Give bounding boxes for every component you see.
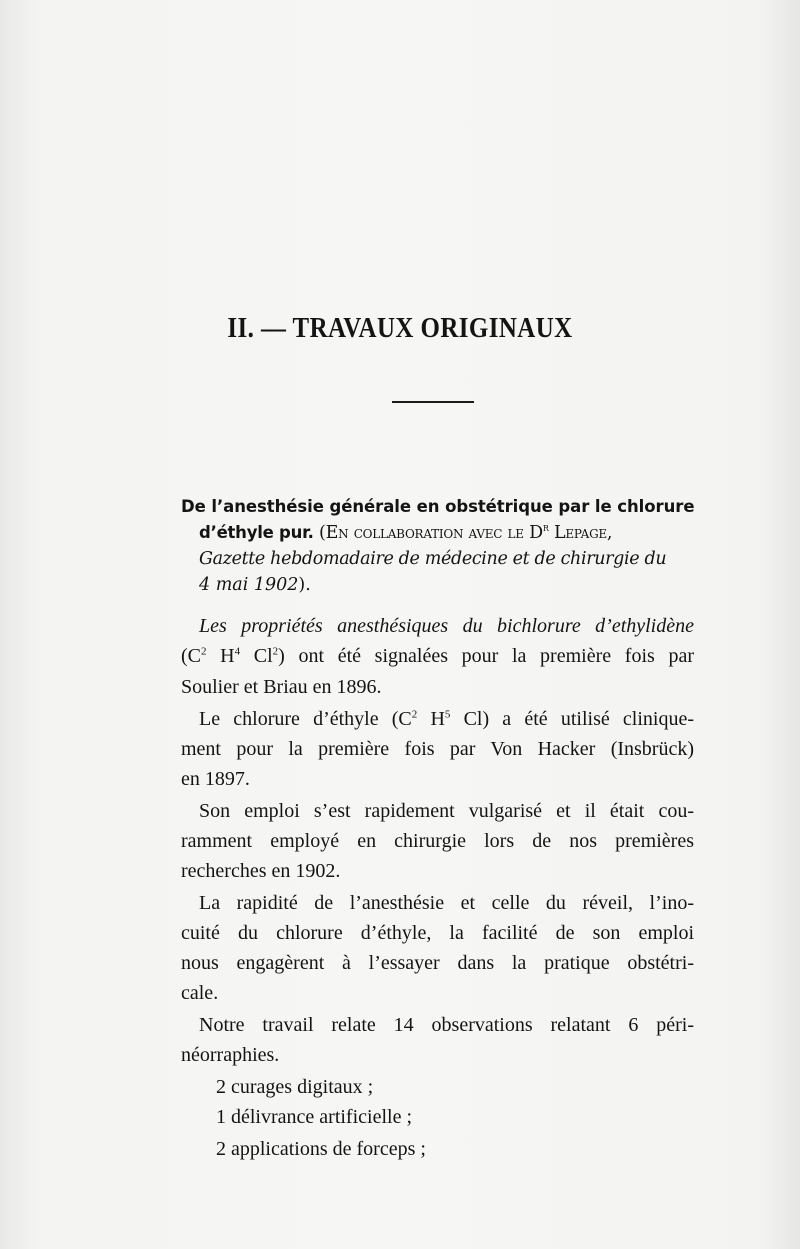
p1-text-a: (C bbox=[181, 645, 201, 667]
p1-text-c: Cl bbox=[240, 645, 273, 667]
p2-text-c: Cl) a été utilisé clinique- bbox=[450, 708, 694, 730]
p2-line-2: ment pour la première fois par Von Hacker (Insbrück) bbox=[181, 738, 694, 760]
doctor-sup: r bbox=[542, 521, 549, 535]
p2-sup-1: 2 bbox=[411, 708, 418, 721]
journal-date: 4 mai 1902 bbox=[199, 575, 299, 595]
journal-date-line bbox=[181, 572, 694, 598]
p3-line-2: ramment employé en chirurgie lors de nos premières bbox=[181, 830, 694, 852]
p2-line-3: en 1897. bbox=[181, 768, 250, 790]
p4-line-4: cale. bbox=[181, 982, 219, 1004]
journal-name: Gazette hebdomadaire de médecine et de chirurgie du bbox=[199, 549, 667, 569]
publication-title-line-1 bbox=[181, 494, 694, 520]
publication-entry bbox=[181, 494, 694, 598]
list-item: 2 applications de forceps ; bbox=[216, 1138, 426, 1160]
p5-line-1: Notre travail relate 14 observations relatant 6 péri- bbox=[199, 1014, 694, 1036]
p1-sup-1: 2 bbox=[201, 645, 207, 658]
p1-line-2 bbox=[181, 641, 694, 672]
p2-text-b: H bbox=[417, 708, 445, 730]
p1-line-1: Les propriétés anesthésiques du bichlorure d’ethylidène bbox=[199, 615, 694, 637]
p4-line-3: nous engagèrent à l’essayer dans la pratique obstétri- bbox=[181, 952, 694, 974]
p2-sup-2: 5 bbox=[444, 708, 451, 721]
p4-line-2: cuité du chlorure d’éthyle, la facilité de son emploi bbox=[181, 922, 694, 944]
p5-line-2: néorraphies. bbox=[181, 1044, 280, 1066]
p1-sup-2: 4 bbox=[234, 645, 241, 658]
p1-line-3: Soulier et Briau en 1896. bbox=[181, 676, 382, 698]
section-title: II. — TRAVAUX ORIGINAUX bbox=[227, 312, 573, 344]
publication-title-end: d’éthyle pur. bbox=[199, 523, 314, 542]
p1-text-b: H bbox=[206, 645, 235, 667]
coauthor-name: epage, bbox=[565, 523, 613, 543]
p2-line-1 bbox=[199, 704, 694, 735]
paren-close: ). bbox=[298, 575, 311, 595]
collab-initial: E bbox=[325, 523, 339, 543]
p3-line-1: Son emploi s’est rapidement vulgarisé et il était cou- bbox=[199, 800, 694, 822]
coauthor-initial: L bbox=[554, 523, 566, 543]
p3-line-3: recherches en 1902. bbox=[181, 860, 341, 882]
title-divider bbox=[392, 401, 474, 403]
publication-title: De l’anesthésie générale en obstétrique par le chlorure bbox=[181, 497, 695, 516]
p1-text-d: ) ont été signalées pour la première fois par bbox=[278, 645, 694, 667]
collaboration-text: n collaboration avec le D bbox=[338, 523, 543, 543]
p1-sup-3: 2 bbox=[272, 645, 279, 658]
p2-text-a: Le chlorure d’éthyle (C bbox=[199, 708, 412, 730]
list-item: 1 délivrance artificielle ; bbox=[216, 1106, 413, 1128]
p4-line-1: La rapidité de l’anesthésie et celle du réveil, l’ino- bbox=[199, 892, 694, 914]
list-item: 2 curages digitaux ; bbox=[216, 1076, 374, 1098]
paren-open: ( bbox=[319, 523, 326, 543]
publication-title-line-2 bbox=[181, 520, 694, 546]
